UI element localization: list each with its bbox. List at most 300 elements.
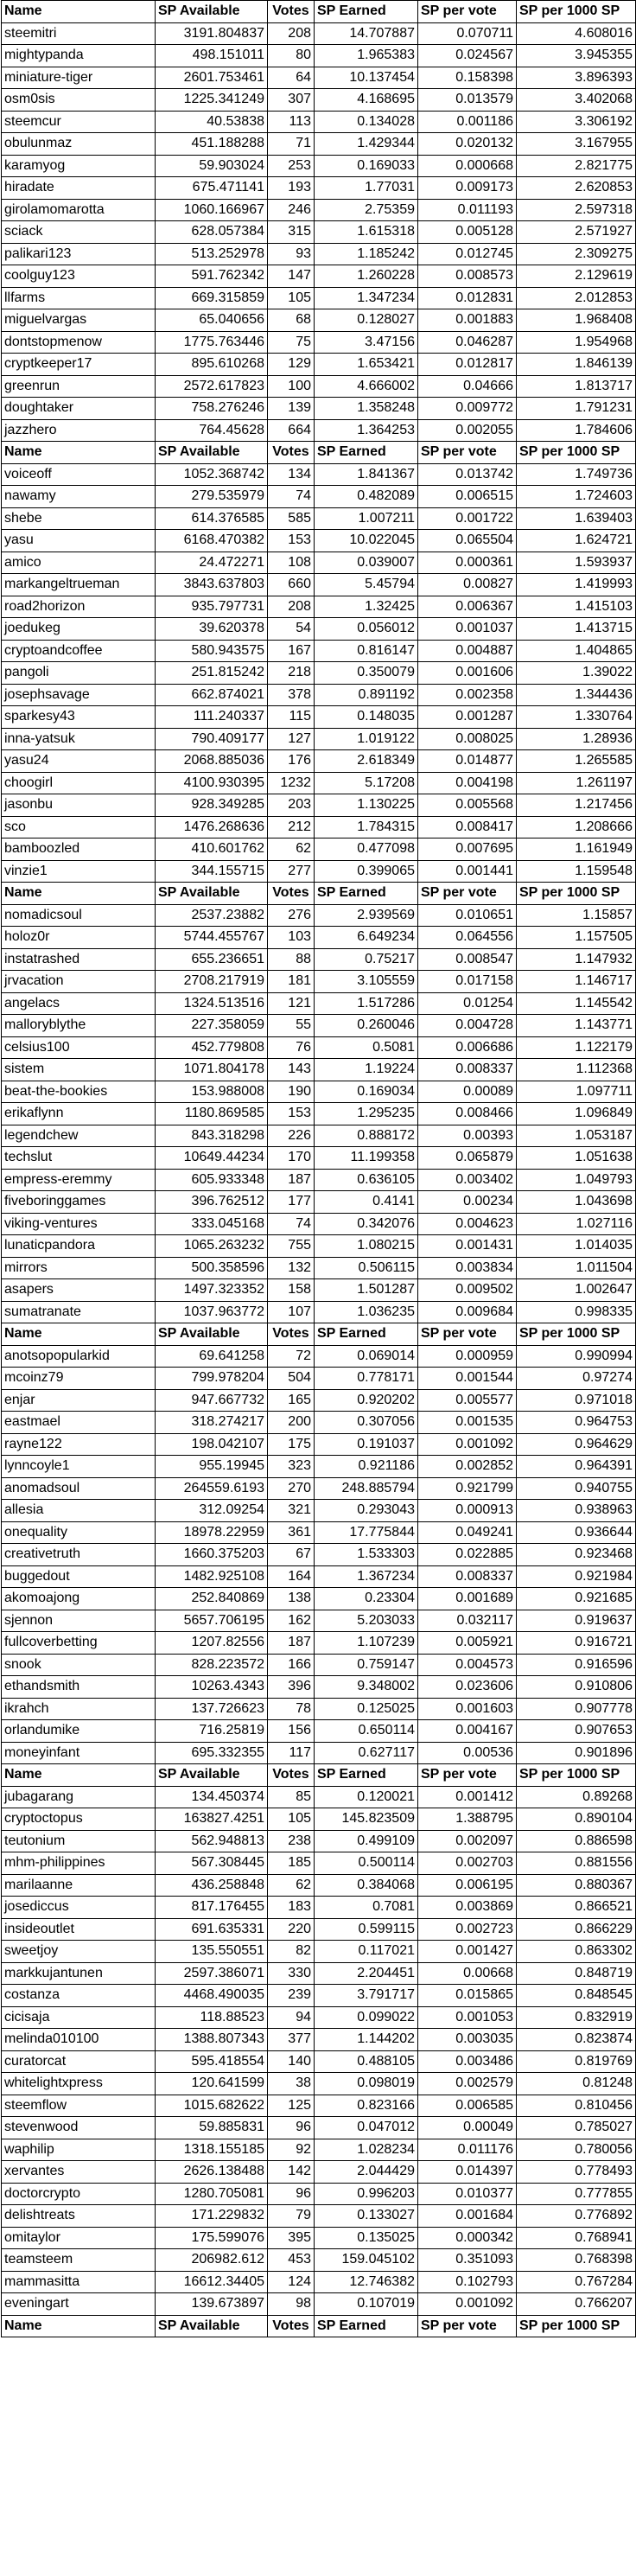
sp-per-vote-cell[interactable]: 0.006367 [418,596,517,618]
sp-per-1000-cell[interactable]: 1.28936 [517,728,636,750]
sp-available-cell[interactable]: 6168.470382 [156,530,268,552]
sp-per-vote-cell[interactable]: 0.014397 [418,2161,517,2184]
sp-per-1000-cell[interactable]: 0.880367 [517,1874,636,1897]
votes-cell[interactable]: 176 [268,750,315,773]
sp-per-1000-cell[interactable]: 1.624721 [517,530,636,552]
sp-earned-cell[interactable]: 0.778171 [315,1368,418,1390]
name-cell[interactable]: hiradate [2,177,156,200]
sp-earned-cell[interactable]: 0.627117 [315,1742,418,1764]
votes-cell[interactable]: 96 [268,2183,315,2205]
sp-available-cell[interactable]: 1388.807343 [156,2029,268,2051]
sp-available-cell[interactable]: 4468.490035 [156,1985,268,2007]
sp-per-1000-cell[interactable]: 0.901896 [517,1742,636,1764]
name-cell[interactable]: nawamy [2,486,156,508]
sp-per-vote-cell[interactable]: 0.001053 [418,2006,517,2029]
name-cell[interactable]: stevenwood [2,2117,156,2139]
sp-available-cell[interactable]: 120.641599 [156,2073,268,2095]
sp-available-cell[interactable]: 279.535979 [156,486,268,508]
votes-cell[interactable]: 361 [268,1521,315,1544]
sp-available-cell[interactable]: 1037.963772 [156,1301,268,1323]
sp-per-vote-cell[interactable]: 0.001603 [418,1698,517,1720]
sp-per-vote-cell[interactable]: 0.003402 [418,1169,517,1191]
sp-available-cell[interactable]: 1065.263232 [156,1235,268,1258]
votes-cell[interactable]: 92 [268,2139,315,2161]
votes-cell[interactable]: 115 [268,706,315,729]
votes-cell[interactable]: 185 [268,1852,315,1875]
sp-earned-cell[interactable]: 4.666002 [315,375,418,398]
name-cell[interactable]: curatorcat [2,2050,156,2073]
votes-cell[interactable]: 1232 [268,772,315,794]
name-cell[interactable]: onequality [2,1521,156,1544]
name-cell[interactable]: mirrors [2,1257,156,1279]
name-cell[interactable]: sco [2,816,156,838]
sp-per-vote-cell[interactable]: 0.012745 [418,243,517,265]
name-cell[interactable]: asapers [2,1279,156,1302]
votes-cell[interactable]: 158 [268,1279,315,1302]
sp-earned-cell[interactable]: 2.75359 [315,199,418,221]
votes-cell[interactable]: 181 [268,971,315,993]
sp-earned-cell[interactable]: 0.169034 [315,1081,418,1103]
sp-per-vote-cell[interactable]: 0.020132 [418,133,517,156]
sp-earned-cell[interactable]: 0.816147 [315,640,418,662]
sp-per-vote-cell[interactable]: 0.001412 [418,1786,517,1808]
sp-per-1000-cell[interactable]: 0.810456 [517,2095,636,2117]
sp-earned-cell[interactable]: 0.920202 [315,1389,418,1412]
sp-per-1000-cell[interactable]: 1.39022 [517,662,636,685]
votes-cell[interactable]: 125 [268,2095,315,2117]
sp-per-vote-cell[interactable]: 0.158398 [418,67,517,89]
name-cell[interactable]: ethandsmith [2,1676,156,1699]
sp-available-cell[interactable]: 39.620378 [156,618,268,641]
sp-earned-cell[interactable]: 2.618349 [315,750,418,773]
sp-earned-cell[interactable]: 5.17208 [315,772,418,794]
sp-available-cell[interactable]: 10263.4343 [156,1676,268,1699]
name-cell[interactable]: erikaflynn [2,1103,156,1125]
header-cell[interactable]: SP per 1000 SP [517,1,636,23]
sp-per-1000-cell[interactable]: 0.823874 [517,2029,636,2051]
sp-per-vote-cell[interactable]: 0.008337 [418,1565,517,1588]
name-cell[interactable]: orlandumike [2,1720,156,1743]
header-cell[interactable]: SP Available [156,442,268,464]
votes-cell[interactable]: 208 [268,596,315,618]
name-cell[interactable]: creativetruth [2,1544,156,1566]
sp-per-1000-cell[interactable]: 0.964391 [517,1456,636,1478]
sp-per-vote-cell[interactable]: 0.065879 [418,1147,517,1170]
name-cell[interactable]: snook [2,1654,156,1676]
sp-available-cell[interactable]: 410.601762 [156,838,268,861]
sp-earned-cell[interactable]: 0.069014 [315,1345,418,1368]
name-cell[interactable]: voiceoff [2,463,156,486]
sp-per-vote-cell[interactable]: 0.001883 [418,309,517,332]
sp-per-vote-cell[interactable]: 0.005128 [418,221,517,244]
sp-earned-cell[interactable]: 1.107239 [315,1632,418,1655]
votes-cell[interactable]: 153 [268,530,315,552]
sp-earned-cell[interactable]: 0.191037 [315,1433,418,1456]
sp-per-vote-cell[interactable]: 0.023606 [418,1676,517,1699]
votes-cell[interactable]: 200 [268,1412,315,1434]
header-cell[interactable]: SP Earned [315,883,418,905]
votes-cell[interactable]: 378 [268,684,315,706]
sp-per-vote-cell[interactable]: 0.004573 [418,1654,517,1676]
sp-available-cell[interactable]: 1060.166967 [156,199,268,221]
sp-available-cell[interactable]: 817.176455 [156,1897,268,1919]
sp-earned-cell[interactable]: 17.775844 [315,1521,418,1544]
sp-available-cell[interactable]: 1497.323352 [156,1279,268,1302]
sp-per-vote-cell[interactable]: 0.001431 [418,1235,517,1258]
header-cell[interactable]: SP per 1000 SP [517,1764,636,1787]
name-cell[interactable]: steemflow [2,2095,156,2117]
sp-available-cell[interactable]: 18978.22959 [156,1521,268,1544]
header-cell[interactable]: Votes [268,1323,315,1346]
sp-per-vote-cell[interactable]: 0.351093 [418,2249,517,2272]
sp-per-1000-cell[interactable]: 0.971018 [517,1389,636,1412]
sp-earned-cell[interactable]: 0.891192 [315,684,418,706]
sp-earned-cell[interactable]: 1.019122 [315,728,418,750]
sp-per-vote-cell[interactable]: 0.008417 [418,816,517,838]
name-cell[interactable]: teamsteem [2,2249,156,2272]
sp-available-cell[interactable]: 662.874021 [156,684,268,706]
sp-per-1000-cell[interactable]: 1.145542 [517,992,636,1015]
sp-per-1000-cell[interactable]: 2.821775 [517,155,636,177]
votes-cell[interactable]: 143 [268,1059,315,1081]
header-cell[interactable]: SP per vote [418,1323,517,1346]
votes-cell[interactable]: 139 [268,398,315,420]
sp-per-vote-cell[interactable]: 0.00827 [418,574,517,596]
votes-cell[interactable]: 166 [268,1654,315,1676]
sp-earned-cell[interactable]: 0.148035 [315,706,418,729]
sp-per-vote-cell[interactable]: 0.004623 [418,1213,517,1235]
sp-available-cell[interactable]: 251.815242 [156,662,268,685]
sp-earned-cell[interactable]: 5.203033 [315,1610,418,1632]
sp-earned-cell[interactable]: 12.746382 [315,2271,418,2293]
sp-available-cell[interactable]: 669.315859 [156,287,268,309]
votes-cell[interactable]: 55 [268,1015,315,1037]
sp-available-cell[interactable]: 318.274217 [156,1412,268,1434]
sp-per-vote-cell[interactable]: 0.002723 [418,1918,517,1941]
sp-earned-cell[interactable]: 1.185242 [315,243,418,265]
name-cell[interactable]: empress-eremmy [2,1169,156,1191]
sp-per-1000-cell[interactable]: 0.776892 [517,2205,636,2228]
sp-per-vote-cell[interactable]: 0.00393 [418,1125,517,1147]
sp-per-vote-cell[interactable]: 0.002703 [418,1852,517,1875]
name-cell[interactable]: malloryblythe [2,1015,156,1037]
votes-cell[interactable]: 105 [268,1808,315,1831]
sp-earned-cell[interactable]: 1.036235 [315,1301,418,1323]
sp-per-1000-cell[interactable]: 0.819769 [517,2050,636,2073]
sp-per-1000-cell[interactable]: 3.896393 [517,67,636,89]
sp-available-cell[interactable]: 24.472271 [156,552,268,574]
sp-per-vote-cell[interactable]: 0.065504 [418,530,517,552]
sp-per-1000-cell[interactable]: 0.97274 [517,1368,636,1390]
sp-earned-cell[interactable]: 1.77031 [315,177,418,200]
votes-cell[interactable]: 68 [268,309,315,332]
sp-earned-cell[interactable]: 0.636105 [315,1169,418,1191]
header-cell[interactable]: Name [2,883,156,905]
name-cell[interactable]: sumatranate [2,1301,156,1323]
name-cell[interactable]: mhm-philippines [2,1852,156,1875]
sp-per-vote-cell[interactable]: 0.001606 [418,662,517,685]
sp-earned-cell[interactable]: 0.098019 [315,2073,418,2095]
sp-per-vote-cell[interactable]: 0.001427 [418,1941,517,1963]
sp-earned-cell[interactable]: 145.823509 [315,1808,418,1831]
sp-earned-cell[interactable]: 10.022045 [315,530,418,552]
sp-per-vote-cell[interactable]: 0.006195 [418,1874,517,1897]
sp-per-vote-cell[interactable]: 0.001544 [418,1368,517,1390]
votes-cell[interactable]: 395 [268,2227,315,2249]
name-cell[interactable]: cryptkeeper17 [2,354,156,376]
sp-per-vote-cell[interactable]: 0.022885 [418,1544,517,1566]
name-cell[interactable]: mightypanda [2,45,156,67]
sp-per-vote-cell[interactable]: 0.000361 [418,552,517,574]
name-cell[interactable]: vinzie1 [2,860,156,883]
sp-available-cell[interactable]: 1318.155185 [156,2139,268,2161]
sp-earned-cell[interactable]: 1.347234 [315,287,418,309]
votes-cell[interactable]: 226 [268,1125,315,1147]
header-cell[interactable]: SP per vote [418,883,517,905]
sp-per-vote-cell[interactable]: 0.064556 [418,927,517,949]
sp-per-1000-cell[interactable]: 1.415103 [517,596,636,618]
sp-available-cell[interactable]: 595.418554 [156,2050,268,2073]
name-cell[interactable]: rayne122 [2,1433,156,1456]
sp-earned-cell[interactable]: 0.307056 [315,1412,418,1434]
sp-per-vote-cell[interactable]: 0.012817 [418,354,517,376]
votes-cell[interactable]: 453 [268,2249,315,2272]
sp-earned-cell[interactable]: 0.759147 [315,1654,418,1676]
sp-available-cell[interactable]: 1660.375203 [156,1544,268,1566]
sp-per-1000-cell[interactable]: 3.306192 [517,111,636,133]
sp-earned-cell[interactable]: 0.135025 [315,2227,418,2249]
votes-cell[interactable]: 162 [268,1610,315,1632]
sp-earned-cell[interactable]: 1.615318 [315,221,418,244]
sp-per-1000-cell[interactable]: 1.413715 [517,618,636,641]
sp-earned-cell[interactable]: 3.105559 [315,971,418,993]
sp-earned-cell[interactable]: 248.885794 [315,1477,418,1500]
sp-earned-cell[interactable]: 1.653421 [315,354,418,376]
name-cell[interactable]: steemitri [2,22,156,45]
sp-earned-cell[interactable]: 159.045102 [315,2249,418,2272]
sp-available-cell[interactable]: 10649.44234 [156,1147,268,1170]
sp-earned-cell[interactable]: 0.134028 [315,111,418,133]
sp-per-vote-cell[interactable]: 0.001037 [418,618,517,641]
sp-per-1000-cell[interactable]: 0.81248 [517,2073,636,2095]
sp-per-vote-cell[interactable]: 0.009772 [418,398,517,420]
sp-per-vote-cell[interactable]: 0.008025 [418,728,517,750]
votes-cell[interactable]: 62 [268,838,315,861]
name-cell[interactable]: doctorcrypto [2,2183,156,2205]
sp-available-cell[interactable]: 451.188288 [156,133,268,156]
header-cell[interactable]: SP per 1000 SP [517,1323,636,1346]
sp-earned-cell[interactable]: 0.996203 [315,2183,418,2205]
sp-per-1000-cell[interactable]: 0.990994 [517,1345,636,1368]
header-cell[interactable]: SP Earned [315,1764,418,1787]
votes-cell[interactable]: 72 [268,1345,315,1368]
sp-available-cell[interactable]: 312.09254 [156,1500,268,1522]
sp-earned-cell[interactable]: 0.399065 [315,860,418,883]
sp-per-1000-cell[interactable]: 0.866229 [517,1918,636,1941]
name-cell[interactable]: fullcoverbetting [2,1632,156,1655]
name-cell[interactable]: akomoajong [2,1588,156,1610]
header-cell[interactable]: SP per 1000 SP [517,442,636,464]
sp-per-1000-cell[interactable]: 1.157505 [517,927,636,949]
sp-per-vote-cell[interactable]: 0.001689 [418,1588,517,1610]
sp-earned-cell[interactable]: 0.125025 [315,1698,418,1720]
sp-available-cell[interactable]: 935.797731 [156,596,268,618]
name-cell[interactable]: enjar [2,1389,156,1412]
sp-per-1000-cell[interactable]: 1.217456 [517,794,636,817]
sp-earned-cell[interactable]: 0.4141 [315,1191,418,1214]
sp-earned-cell[interactable]: 0.506115 [315,1257,418,1279]
votes-cell[interactable]: 187 [268,1632,315,1655]
sp-per-1000-cell[interactable]: 1.639403 [517,507,636,530]
name-cell[interactable]: miguelvargas [2,309,156,332]
sp-per-vote-cell[interactable]: 0.008573 [418,265,517,288]
votes-cell[interactable]: 129 [268,354,315,376]
sp-per-vote-cell[interactable]: 0.005568 [418,794,517,817]
name-cell[interactable]: costanza [2,1985,156,2007]
votes-cell[interactable]: 134 [268,463,315,486]
name-cell[interactable]: jazzhero [2,419,156,442]
votes-cell[interactable]: 175 [268,1433,315,1456]
sp-per-1000-cell[interactable]: 0.768398 [517,2249,636,2272]
sp-available-cell[interactable]: 500.358596 [156,1257,268,1279]
votes-cell[interactable]: 132 [268,1257,315,1279]
sp-available-cell[interactable]: 758.276246 [156,398,268,420]
sp-earned-cell[interactable]: 1.080215 [315,1235,418,1258]
votes-cell[interactable]: 585 [268,507,315,530]
name-cell[interactable]: marilaanne [2,1874,156,1897]
sp-per-1000-cell[interactable]: 1.344436 [517,684,636,706]
votes-cell[interactable]: 239 [268,1985,315,2007]
sp-per-vote-cell[interactable]: 0.04666 [418,375,517,398]
sp-per-1000-cell[interactable]: 1.043698 [517,1191,636,1214]
name-cell[interactable]: nomadicsoul [2,904,156,927]
sp-available-cell[interactable]: 65.040656 [156,309,268,332]
sp-per-1000-cell[interactable]: 0.964753 [517,1412,636,1434]
sp-per-1000-cell[interactable]: 1.051638 [517,1147,636,1170]
name-cell[interactable]: sciack [2,221,156,244]
sp-per-1000-cell[interactable]: 1.027116 [517,1213,636,1235]
sp-available-cell[interactable]: 118.88523 [156,2006,268,2029]
sp-per-vote-cell[interactable]: 0.017158 [418,971,517,993]
sp-per-vote-cell[interactable]: 0.002097 [418,1830,517,1852]
sp-earned-cell[interactable]: 0.099022 [315,2006,418,2029]
sp-available-cell[interactable]: 198.042107 [156,1433,268,1456]
sp-per-vote-cell[interactable]: 0.00668 [418,1962,517,1985]
sp-per-1000-cell[interactable]: 3.167955 [517,133,636,156]
votes-cell[interactable]: 82 [268,1941,315,1963]
sp-available-cell[interactable]: 206982.612 [156,2249,268,2272]
sp-per-1000-cell[interactable]: 1.208666 [517,816,636,838]
votes-cell[interactable]: 79 [268,2205,315,2228]
sp-per-1000-cell[interactable]: 0.848545 [517,1985,636,2007]
sp-earned-cell[interactable]: 0.482089 [315,486,418,508]
sp-earned-cell[interactable]: 1.367234 [315,1565,418,1588]
name-cell[interactable]: jrvacation [2,971,156,993]
sp-per-1000-cell[interactable]: 1.404865 [517,640,636,662]
sp-per-vote-cell[interactable]: 0.009684 [418,1301,517,1323]
header-cell[interactable]: Votes [268,1764,315,1787]
sp-per-vote-cell[interactable]: 0.002852 [418,1456,517,1478]
sp-per-1000-cell[interactable]: 1.159548 [517,860,636,883]
sp-available-cell[interactable]: 2708.217919 [156,971,268,993]
sp-per-1000-cell[interactable]: 0.998335 [517,1301,636,1323]
sp-per-1000-cell[interactable]: 0.886598 [517,1830,636,1852]
sp-earned-cell[interactable]: 1.260228 [315,265,418,288]
sp-per-1000-cell[interactable]: 0.89268 [517,1786,636,1808]
header-cell[interactable]: SP Available [156,1,268,23]
name-cell[interactable]: techslut [2,1147,156,1170]
name-cell[interactable]: shebe [2,507,156,530]
header-cell[interactable]: SP per 1000 SP [517,883,636,905]
sp-per-1000-cell[interactable]: 1.954968 [517,331,636,354]
votes-cell[interactable]: 307 [268,89,315,112]
votes-cell[interactable]: 67 [268,1544,315,1566]
sp-available-cell[interactable]: 513.252978 [156,243,268,265]
sp-earned-cell[interactable]: 0.599115 [315,1918,418,1941]
sp-available-cell[interactable]: 111.240337 [156,706,268,729]
header-cell[interactable]: Votes [268,1,315,23]
sp-earned-cell[interactable]: 1.19224 [315,1059,418,1081]
sp-earned-cell[interactable]: 0.133027 [315,2205,418,2228]
sp-per-1000-cell[interactable]: 1.096849 [517,1103,636,1125]
sp-per-vote-cell[interactable]: 0.003035 [418,2029,517,2051]
sp-per-vote-cell[interactable]: 0.070711 [418,22,517,45]
sp-earned-cell[interactable]: 3.47156 [315,331,418,354]
sp-earned-cell[interactable]: 1.007211 [315,507,418,530]
name-cell[interactable]: holoz0r [2,927,156,949]
sp-available-cell[interactable]: 2626.138488 [156,2161,268,2184]
header-cell[interactable]: Name [2,442,156,464]
sp-available-cell[interactable]: 1015.682622 [156,2095,268,2117]
sp-available-cell[interactable]: 628.057384 [156,221,268,244]
name-cell[interactable]: anomadsoul [2,1477,156,1500]
votes-cell[interactable]: 253 [268,155,315,177]
votes-cell[interactable]: 153 [268,1103,315,1125]
sp-available-cell[interactable]: 134.450374 [156,1786,268,1808]
sp-per-vote-cell[interactable]: 0.001535 [418,1412,517,1434]
sp-available-cell[interactable]: 40.53838 [156,111,268,133]
sp-available-cell[interactable]: 344.155715 [156,860,268,883]
name-cell[interactable]: sweetjoy [2,1941,156,1963]
name-cell[interactable]: insideoutlet [2,1918,156,1941]
sp-per-vote-cell[interactable]: 0.004728 [418,1015,517,1037]
votes-cell[interactable]: 85 [268,1786,315,1808]
sp-per-1000-cell[interactable]: 4.608016 [517,22,636,45]
sp-per-vote-cell[interactable]: 0.001092 [418,1433,517,1456]
sp-per-vote-cell[interactable]: 0.102793 [418,2271,517,2293]
sp-per-vote-cell[interactable]: 0.004167 [418,1720,517,1743]
sp-available-cell[interactable]: 498.151011 [156,45,268,67]
sp-available-cell[interactable]: 171.229832 [156,2205,268,2228]
name-cell[interactable]: eastmael [2,1412,156,1434]
votes-cell[interactable]: 218 [268,662,315,685]
sp-earned-cell[interactable]: 0.500114 [315,1852,418,1875]
name-cell[interactable]: fiveboringgames [2,1191,156,1214]
sp-per-vote-cell[interactable]: 0.01254 [418,992,517,1015]
sp-per-1000-cell[interactable]: 0.916596 [517,1654,636,1676]
name-cell[interactable]: osm0sis [2,89,156,112]
sp-per-vote-cell[interactable]: 0.000913 [418,1500,517,1522]
votes-cell[interactable]: 177 [268,1191,315,1214]
sp-per-vote-cell[interactable]: 0.014877 [418,750,517,773]
name-cell[interactable]: amico [2,552,156,574]
sp-earned-cell[interactable]: 1.429344 [315,133,418,156]
sp-per-1000-cell[interactable]: 3.402068 [517,89,636,112]
sp-per-1000-cell[interactable]: 1.784606 [517,419,636,442]
sp-earned-cell[interactable]: 1.841367 [315,463,418,486]
sp-per-vote-cell[interactable]: 0.005921 [418,1632,517,1655]
sp-per-1000-cell[interactable]: 1.147932 [517,948,636,971]
